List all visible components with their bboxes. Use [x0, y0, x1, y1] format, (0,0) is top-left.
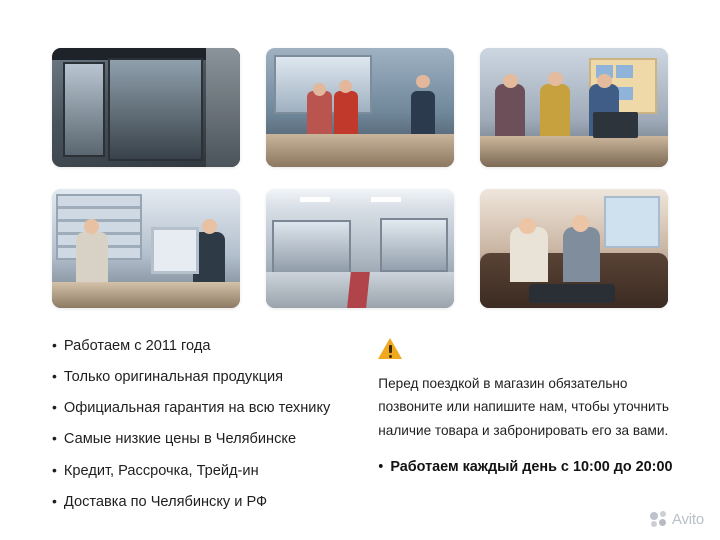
list-item — [52, 398, 330, 419]
benefit-label: Работаем с 2011 года — [63, 338, 211, 354]
photo-lounge-sofa — [480, 189, 668, 308]
list-item — [52, 429, 330, 450]
benefit-label: Самые низкие цены в Челябинске — [63, 431, 297, 448]
photo-consultant-and-customer — [52, 189, 240, 308]
notice-block — [378, 336, 672, 475]
avito-watermark — [650, 511, 704, 528]
bullet-icon: • — [52, 430, 57, 447]
benefit-label: Кредит, Рассрочка, Трейд-ин — [63, 462, 259, 479]
bullet-icon: • — [52, 368, 57, 385]
benefit-label: Официальная гарантия на всю технику — [63, 400, 331, 417]
photo-staff-with-laptop — [480, 48, 668, 167]
working-hours-label: Работаем каждый день с 10:00 до 20:00 — [390, 459, 673, 476]
avito-wordmark: Avito — [671, 511, 704, 528]
benefit-label: Доставка по Челябинску и РФ — [63, 493, 268, 510]
bullet-icon: • — [52, 399, 57, 416]
bullet-icon: • — [52, 492, 57, 509]
list-item — [52, 461, 330, 482]
list-item — [52, 336, 330, 357]
notice-text: Перед поездкой в магазин обязательно позвоните или напишите нам, чтобы уточнить наличие товара и забронировать его за вами. — [378, 376, 669, 438]
warning-triangle-icon — [378, 338, 402, 360]
info-block — [52, 336, 673, 523]
photo-customers-at-counter — [266, 48, 454, 167]
list-item — [52, 367, 330, 388]
working-hours — [378, 459, 672, 475]
benefit-label: Только оригинальная продукция — [63, 369, 284, 386]
photo-showcase-cabinets — [52, 48, 240, 167]
list-item — [52, 492, 330, 513]
photo-grid — [52, 48, 668, 308]
bullet-icon: • — [52, 461, 57, 478]
bullet-icon: • — [378, 459, 384, 476]
benefits-list — [52, 336, 352, 523]
photo-store-interior — [266, 189, 454, 308]
bullet-icon: • — [52, 337, 57, 353]
avito-logo-icon — [650, 511, 667, 528]
